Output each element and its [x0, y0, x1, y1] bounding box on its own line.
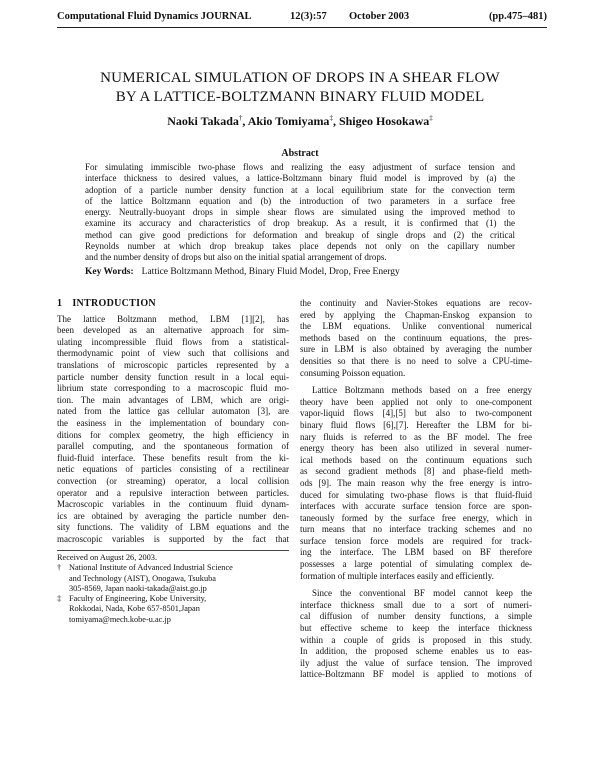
body-line: ods [9]. The main reason why the free energy is intro- [300, 477, 532, 488]
body-line: nary fluids is referred to as the BF model. The free [300, 431, 532, 442]
keywords-value: Lattice Boltzmann Method, Binary Fluid Model, Drop, Free Energy [141, 267, 400, 277]
footnote-mark-double-dagger: ‡ [57, 594, 62, 604]
affiliation-line: Rokkodai, Nada, Kobe 657-8501,Japan [69, 604, 200, 614]
body-line: Macroscopic variables in the continuum fluid dynam- [57, 499, 289, 510]
received-date: Received on August 26, 2003. [57, 553, 158, 562]
affiliation-line: 305-8569, Japan naoki-takada@aist.go.jp [69, 583, 207, 593]
body-line: energy theory has been also utilized in several numer- [300, 443, 532, 454]
left-column [57, 298, 289, 545]
title-line-1: NUMERICAL SIMULATION OF DROPS IN A SHEAR FLOW [100, 70, 500, 86]
body-line: formation of multiple interfaces easily and efficiently. [300, 570, 494, 581]
body-line: the continuity and Navier-Stokes equations are recov- [300, 298, 532, 308]
body-line: methods based on the continuum equations, the pres- [300, 332, 532, 343]
body-line: macroscopic variables is supported by the fact that [57, 533, 289, 544]
body-line: tion. The main advantages of LBM, which are origi- [57, 394, 289, 405]
body-line: nated from the lattice gas cellular automaton [3], are [57, 406, 289, 417]
body-line: theory have been applied not only to one-component [300, 396, 532, 407]
body-line: parallel computing, and the spontaneous formation of [57, 441, 289, 452]
body-line: thermodynamic point of view such that collisions and [57, 348, 289, 359]
abstract-line: and the number density of drops but also on the initial spatial arrangement of drops. [85, 252, 387, 263]
body-line: operator and a repulsive interaction between particles. [57, 487, 289, 498]
author-2-name: Akio Tomiyama [247, 114, 330, 128]
abstract-line: examine its accuracy and characteristics of drop breakup. As a result, it is confirmed that (1) the [85, 218, 515, 229]
affiliation-line: National Institute of Advanced Industrial Science [69, 563, 233, 573]
keywords-label: Key Words: [85, 267, 134, 277]
body-line: within a couple of grids is proposed in this study. [300, 634, 532, 645]
abstract-heading: Abstract [281, 148, 319, 159]
body-line: binary fluid flows [6],[7]. Hereafter the LBM for bi- [300, 419, 532, 430]
author-3-name: Shigeo Hosokawa [338, 114, 430, 128]
author-2-mark: ‡ [329, 114, 333, 122]
body-line: The lattice Boltzmann method, LBM [1][2], has [57, 313, 289, 324]
body-line: ulating incompressible fluid flows from a statistical- [57, 336, 289, 347]
body-line: In addition, the proposed scheme enables us to eas- [300, 646, 532, 657]
journal-pages: (pp.475–481) [488, 11, 547, 22]
body-line: been developed as an alternative approach for sim- [57, 325, 289, 336]
body-line: interface thickness small due to a sort of numeri- [300, 599, 532, 610]
affiliation-line: Faculty of Engineering, Kobe University, [69, 594, 207, 604]
body-line: fluid-fluid interface. These benefits result from the ki- [57, 452, 289, 463]
body-line: lattice-Boltzmann BF model is applied to motions of [300, 669, 532, 680]
footnote-mark-dagger: † [57, 563, 62, 573]
body-line: ily adjust the value of surface tension. The improved [300, 657, 532, 668]
body-line: convection (or streaming) operator, a local collision [57, 475, 289, 486]
body-line: ics are obtained by averaging the particle number den- [57, 510, 289, 521]
author-1-mark: † [238, 114, 243, 122]
body-line: duced for simulating two-phase flows is that fluid-fluid [300, 489, 532, 500]
abstract-line: energy. Neutrally-buoyant drops in simple shear flows are simulated using the improved method to [85, 207, 515, 218]
abstract-line: method can give good predictions for deformation and breakup of single drops and (2) the critical [85, 229, 515, 240]
right-column [300, 298, 532, 681]
body-line: ical methods based on the continuum equations such [300, 454, 532, 465]
abstract-line: Reynolds number at which drop breakup takes place depends not only on the capillary number [85, 241, 515, 252]
author-1-name: Naoki Takada [167, 114, 239, 128]
journal-date: October 2003 [349, 11, 410, 22]
body-line: the LBM equations. Unlike conventional numerical [300, 321, 532, 332]
section-number: 1 [57, 298, 63, 309]
body-line: particle number density function result in a local equi- [57, 371, 289, 382]
body-line: ered by applying the Chapman-Enskog expansion to [300, 309, 532, 320]
body-line: sure in LBM is also obtained by averaging the number [300, 344, 532, 355]
body-line: netic equations of particles consisting of a rectilinear [57, 464, 289, 475]
body-line: translations of microscopic particles represented by a [57, 359, 289, 370]
abstract-line: of the lattice Boltzmann equation and (b) the introduction of two parameters in a surface free [85, 195, 515, 206]
affiliation-line: and Technology (AIST), Onogawa, Tsukuba [69, 573, 216, 583]
body-line: surface tension force models are required for track- [300, 535, 532, 546]
journal-name: Computational Fluid Dynamics JOURNAL [57, 11, 252, 22]
abstract-line: interface thickness to desired values, a lattice-Boltzmann binary fluid model is improved by (a) the [85, 173, 515, 184]
body-line: taneously formed by the surface free energy, which in [300, 512, 532, 523]
affiliation-line: tomiyama@mech.kobe-u.ac.jp [69, 614, 171, 624]
footnotes [57, 553, 289, 625]
body-line: cal diffusion of number density functions, a simple [300, 611, 532, 622]
body-line: densities so that there is no need to solve a CPU-time- [300, 355, 532, 366]
keywords [85, 267, 515, 277]
body-line: the easiness in the implementation of boundary con- [57, 417, 289, 428]
body-line: ing the interface. The LBM based on BF therefore [300, 547, 532, 558]
body-line: librium state corresponding to a macroscopic fluid mo- [57, 383, 289, 394]
running-header [57, 11, 547, 25]
body-line: sity functions. The validity of LBM equations and the [57, 522, 289, 533]
body-line: vapor-liquid flows [4],[5] but also to two-component [300, 408, 532, 419]
title-line-2: BY A LATTICE-BOLTZMANN BINARY FLUID MODEL [115, 89, 485, 105]
footnote-rule [57, 550, 289, 551]
abstract-line: For simulating immiscible two-phase flows and realizing the easy adjustment of surface tension and [85, 162, 515, 172]
abstract-body [85, 162, 515, 264]
paper-title [40, 69, 560, 107]
body-line: Since the conventional BF model cannot keep the [312, 588, 532, 599]
author-3-mark: ‡ [429, 114, 433, 122]
body-line: but effective scheme to keep the interface thickness [300, 623, 532, 634]
section-heading [57, 298, 289, 310]
body-line: possesses a large potential of simulating complex de- [300, 559, 532, 570]
body-line: turn means that no interface tracking schemes and no [300, 524, 532, 535]
abstract-line: adoption of a particle number density function at a local equilibrium state for the convection term [85, 184, 515, 195]
body-line: Lattice Boltzmann methods based on a free energy [312, 385, 532, 396]
body-line: interfaces with accurate surface tension force are spon- [300, 501, 532, 512]
journal-volume: 12(3):57 [290, 11, 327, 22]
body-line: as second gradient methods [8] and phase-field meth- [300, 466, 532, 477]
section-title: INTRODUCTION [72, 298, 156, 309]
header-rule [57, 27, 547, 28]
body-line: consuming Poisson equation. [300, 367, 406, 378]
body-line: ditions for complex geometry, the high efficiency in [57, 429, 289, 440]
author-list: Naoki Takada†, Akio Tomiyama‡, Shigeo Hosokawa‡ [167, 114, 433, 128]
